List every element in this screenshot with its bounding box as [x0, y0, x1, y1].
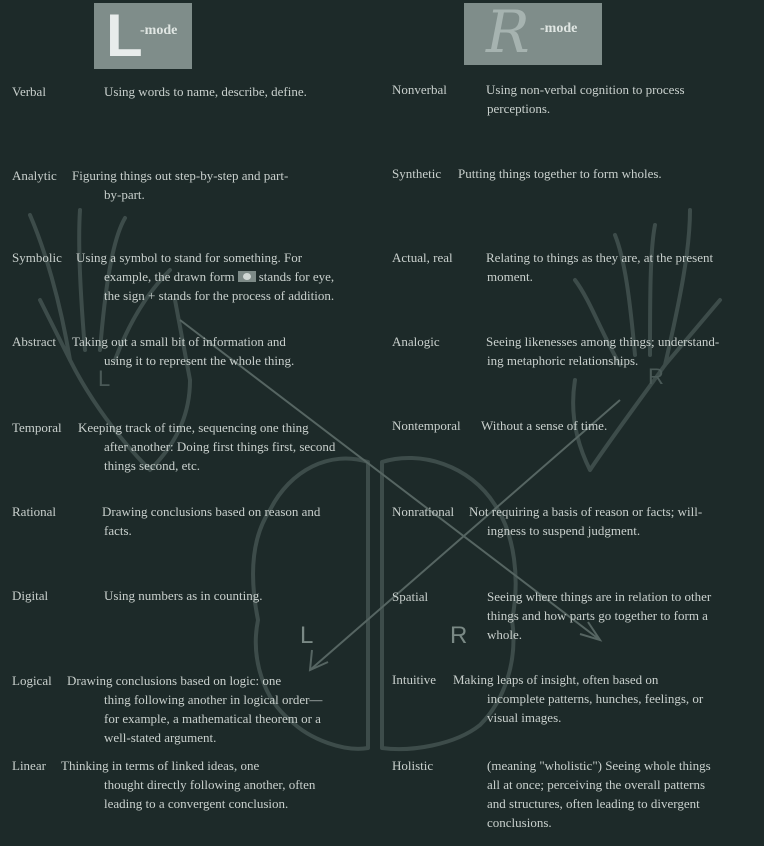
description-line	[12, 332, 354, 351]
description-text: Seeing where things are in relation to other	[487, 589, 712, 604]
description-text: Using numbers as in counting.	[104, 588, 263, 603]
description-line	[392, 689, 747, 708]
description-text: well-stated argument.	[104, 730, 217, 745]
eye-symbol-icon	[238, 271, 256, 282]
description-text: Using words to name, describe, define.	[104, 84, 307, 99]
r-mode-suffix: -mode	[540, 21, 578, 36]
description-text: things and how parts go together to form a	[487, 608, 708, 623]
description-text: things second, etc.	[104, 458, 201, 473]
description-line	[392, 587, 747, 606]
description-line	[392, 756, 747, 775]
description-line	[392, 708, 747, 727]
description-text: for example, a mathematical theorem or a	[104, 711, 321, 726]
left-mode-description	[12, 82, 354, 101]
description-text: example, the drawn form	[104, 269, 235, 284]
description-text: Making leaps of insight, often based on	[453, 672, 659, 687]
description-line	[12, 709, 354, 728]
left-brain-letter: L	[300, 622, 314, 649]
l-mode-header	[94, 3, 192, 69]
left-mode-description	[12, 332, 354, 370]
description-line	[392, 670, 747, 689]
description-line	[392, 625, 747, 644]
right-mode-description	[392, 332, 747, 370]
l-mode-suffix: -mode	[140, 23, 178, 38]
left-mode-term: Verbal	[12, 84, 46, 99]
right-mode-term: Synthetic	[392, 166, 442, 181]
left-mode-description	[12, 166, 354, 204]
right-mode-term: Spatial	[392, 589, 429, 604]
left-mode-description	[12, 756, 354, 813]
left-mode-term: Digital	[12, 588, 49, 603]
description-text: Not requiring a basis of reason or facts; will-	[469, 504, 703, 519]
left-mode-term: Rational	[12, 504, 57, 519]
description-text: the sign + stands for the process of addition.	[104, 288, 335, 303]
description-line	[12, 690, 354, 709]
description-text: thing following another in logical order—	[104, 692, 323, 707]
left-mode-description	[12, 418, 354, 475]
right-mode-description	[392, 502, 747, 540]
description-text: moment.	[487, 269, 533, 284]
right-mode-description	[392, 670, 747, 727]
description-text: ing metaphoric relationships.	[487, 353, 639, 368]
r-mode-header	[464, 0, 602, 66]
left-mode-description	[12, 248, 354, 305]
right-mode-term: Actual, real	[392, 250, 453, 265]
description-line	[392, 164, 747, 183]
description-line	[12, 456, 354, 475]
left-mode-term: Analytic	[12, 168, 57, 183]
left-mode-term: Linear	[12, 758, 46, 773]
description-line	[12, 775, 354, 794]
right-mode-description	[392, 416, 747, 435]
description-line	[392, 248, 747, 267]
description-line	[392, 416, 747, 435]
description-text: Taking out a small bit of information and	[72, 334, 286, 349]
l-mode-letter: L	[106, 2, 143, 69]
description-line	[12, 671, 354, 690]
description-text: perceptions.	[487, 101, 551, 116]
description-line	[12, 185, 354, 204]
description-line	[392, 267, 747, 286]
right-mode-term: Analogic	[392, 334, 440, 349]
description-line	[392, 332, 747, 351]
description-text: Figuring things out step-by-step and part-	[72, 168, 289, 183]
right-brain-letter: R	[450, 622, 468, 649]
description-line	[392, 606, 747, 625]
left-mode-term: Abstract	[12, 334, 57, 349]
left-mode-description	[12, 502, 354, 540]
description-line	[12, 248, 354, 267]
description-line	[392, 794, 747, 813]
description-line	[12, 351, 354, 370]
description-text: Thinking in terms of linked ideas, one	[61, 758, 260, 773]
right-mode-term: Nonrational	[392, 504, 455, 519]
description-text: using it to represent the whole thing.	[104, 353, 295, 368]
description-line	[12, 521, 354, 540]
right-mode-term: Intuitive	[392, 672, 437, 687]
right-mode-description	[392, 164, 747, 183]
description-text: Drawing conclusions based on reason and	[102, 504, 321, 519]
left-mode-description	[12, 586, 354, 605]
description-line	[12, 166, 354, 185]
description-text: Using non-verbal cognition to process	[486, 82, 685, 97]
description-text: all at once; perceiving the overall patterns	[487, 777, 706, 792]
description-line	[12, 586, 354, 605]
description-text: thought directly following another, often	[104, 777, 316, 792]
description-text: conclusions.	[487, 815, 552, 830]
description-line	[392, 775, 747, 794]
description-line	[12, 728, 354, 747]
description-text: (meaning "wholistic") Seeing whole things	[487, 758, 711, 773]
description-line	[12, 418, 354, 437]
description-line	[12, 437, 354, 456]
right-mode-description	[392, 587, 747, 644]
right-mode-description	[392, 756, 747, 832]
left-mode-term: Logical	[12, 673, 52, 688]
description-text: Putting things together to form wholes.	[458, 166, 662, 181]
description-text: Using a symbol to stand for something. For	[76, 250, 303, 265]
left-mode-term: Symbolic	[12, 250, 62, 265]
description-line	[12, 794, 354, 813]
right-hand-letter: R	[648, 364, 664, 389]
description-line	[392, 351, 747, 370]
description-line	[12, 756, 354, 775]
r-mode-letter: R	[486, 0, 530, 66]
description-text: facts.	[104, 523, 132, 538]
left-mode-term: Temporal	[12, 420, 62, 435]
description-text: after another: Doing first things first, second	[104, 439, 336, 454]
description-text: incomplete patterns, hunches, feelings, or	[487, 691, 704, 706]
right-mode-term: Nonverbal	[392, 82, 447, 97]
description-text: leading to a convergent conclusion.	[104, 796, 289, 811]
description-line	[392, 813, 747, 832]
description-text: stands for eye,	[258, 269, 335, 284]
right-mode-description	[392, 80, 747, 118]
description-text: Without a sense of time.	[481, 418, 608, 433]
description-text: whole.	[487, 627, 523, 642]
description-text: Relating to things as they are, at the present	[486, 250, 714, 265]
description-line	[392, 80, 747, 99]
right-mode-term: Holistic	[392, 758, 434, 773]
description-line	[12, 267, 354, 286]
description-line	[392, 521, 747, 540]
left-mode-description	[12, 671, 354, 747]
description-text: ingness to suspend judgment.	[487, 523, 641, 538]
description-line	[12, 82, 354, 101]
right-mode-description	[392, 248, 747, 286]
description-text: visual images.	[487, 710, 562, 725]
description-line	[12, 286, 354, 305]
description-text: Keeping track of time, sequencing one thing	[78, 420, 309, 435]
description-line	[392, 502, 747, 521]
description-text: Seeing likenesses among things; understand-	[486, 334, 720, 349]
description-text: and structures, often leading to divergent	[487, 796, 700, 811]
left-hand-letter: L	[98, 366, 111, 391]
description-line	[12, 502, 354, 521]
description-text: by-part.	[104, 187, 145, 202]
description-text: Drawing conclusions based on logic: one	[67, 673, 282, 688]
right-mode-term: Nontemporal	[392, 418, 461, 433]
description-line	[392, 99, 747, 118]
